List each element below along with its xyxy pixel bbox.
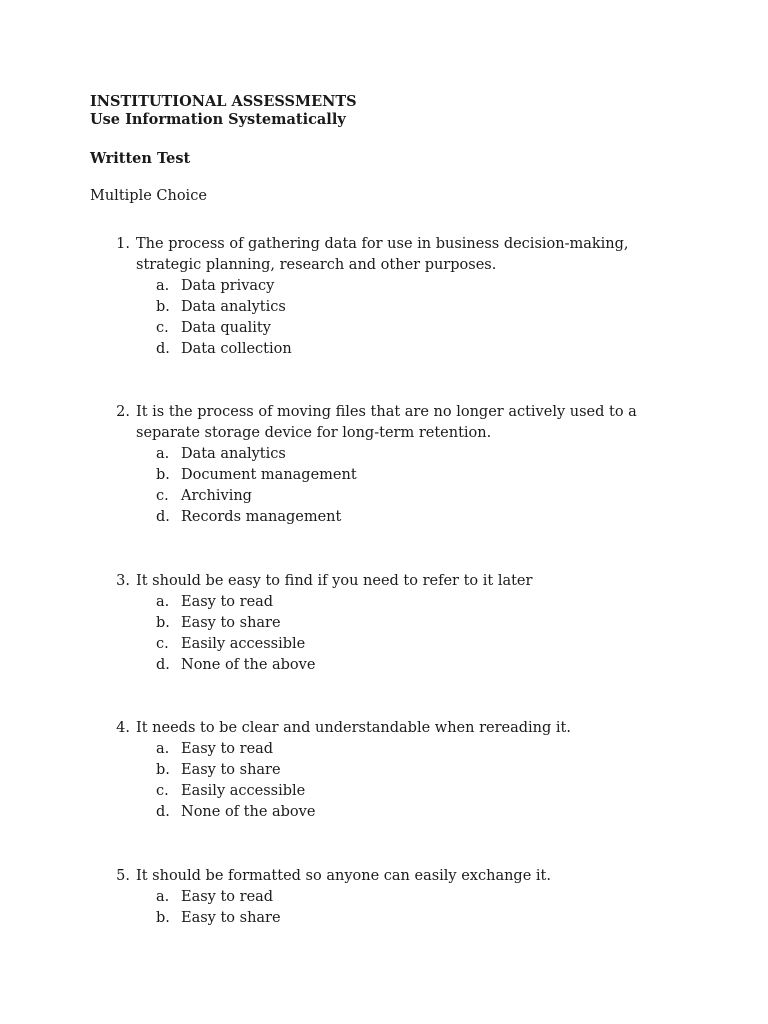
option-letter: c.	[156, 320, 169, 336]
test-type: Written Test	[90, 150, 191, 167]
section-label: Multiple Choice	[90, 188, 207, 204]
option-letter: a.	[156, 446, 170, 462]
doc-heading: INSTITUTIONAL ASSESSMENTS	[90, 93, 357, 110]
option-text: Data analytics	[181, 299, 286, 315]
question-text: It should be formatted so anyone can easily exchange it.	[136, 868, 551, 884]
question-number: 5.	[116, 868, 130, 884]
option-text: Records management	[181, 509, 342, 525]
option-letter: c.	[156, 783, 169, 799]
option-text: Easily accessible	[181, 783, 306, 799]
option-letter: d.	[156, 509, 170, 525]
question-number: 2.	[116, 404, 130, 420]
option-letter: c.	[156, 488, 169, 504]
option-text: Easy to share	[181, 762, 281, 778]
option-letter: b.	[156, 467, 170, 483]
option-text: None of the above	[181, 804, 316, 820]
option-text: Archiving	[181, 488, 252, 504]
question-number: 4.	[116, 720, 130, 736]
question-number: 3.	[116, 573, 130, 589]
option-letter: a.	[156, 741, 170, 757]
option-text: Easy to read	[181, 741, 274, 757]
option-text: Easy to read	[181, 889, 274, 905]
option-text: None of the above	[181, 657, 316, 673]
option-letter: d.	[156, 657, 170, 673]
option-text: Easy to share	[181, 910, 281, 926]
option-letter: c.	[156, 636, 169, 652]
option-letter: b.	[156, 299, 170, 315]
option-letter: a.	[156, 889, 170, 905]
option-letter: b.	[156, 615, 170, 631]
option-letter: d.	[156, 804, 170, 820]
option-letter: b.	[156, 910, 170, 926]
question-number: 1.	[116, 236, 130, 252]
option-text: Easily accessible	[181, 636, 306, 652]
question-text: It is the process of moving files that are no longer actively used to a separate storage device for long-term retention.	[136, 404, 637, 441]
question-text: The process of gathering data for use in business decision-making, strategic planning, research and other purposes.	[136, 236, 629, 273]
option-letter: b.	[156, 762, 170, 778]
option-text: Data quality	[181, 320, 271, 336]
option-text: Document management	[181, 467, 357, 483]
question-text: It needs to be clear and understandable when rereading it.	[136, 720, 571, 736]
option-text: Easy to share	[181, 615, 281, 631]
option-text: Data analytics	[181, 446, 286, 462]
option-letter: d.	[156, 341, 170, 357]
option-letter: a.	[156, 278, 170, 294]
doc-subheading: Use Information Systematically	[90, 111, 346, 128]
option-letter: a.	[156, 594, 170, 610]
question-text: It should be easy to find if you need to refer to it later	[136, 573, 533, 589]
option-text: Data collection	[181, 341, 292, 357]
option-text: Data privacy	[181, 278, 275, 294]
option-text: Easy to read	[181, 594, 274, 610]
